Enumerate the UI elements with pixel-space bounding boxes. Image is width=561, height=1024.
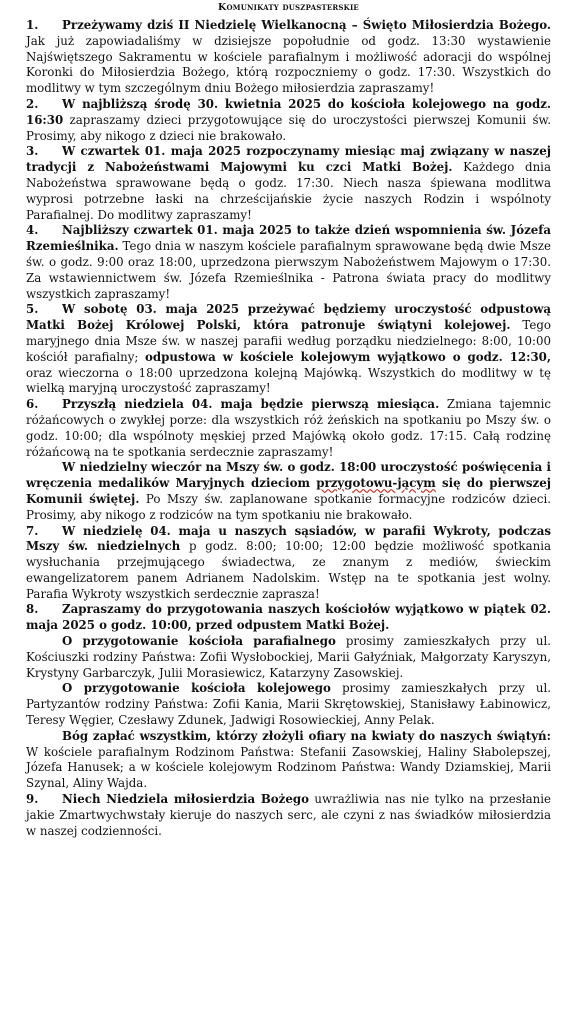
- announcement-text: p godz. 8:00; 10:00; 12:00 będzie możliwość spotkania wysłuchania przejmującego świadectwa, ze znanym z mediów, świeckim ewangelizatorem panem Adrianem Nadolskim. Wstęp na te spotkania jest wolny. Parafia Wykroty wszystkich serdecznie zaprasza!: [26, 539, 552, 601]
- announcement-number: 1.: [26, 18, 39, 32]
- announcement-8: [26, 602, 551, 634]
- announcement-9: [26, 792, 551, 839]
- announcement-number: 2.: [26, 96, 39, 111]
- announcement-heading: W sobotę 03. maja 2025 przeżywać będziemy uroczystość odpustową Matki Bożej Królowej Polski, która patronuje świątyni kolejowej.: [26, 302, 551, 333]
- announcement-heading: W czwartek 01. maja 2025 rozpoczynamy miesiąc maj związany w naszej tradycji z Nabożeństwami Majowymi ku czci Matki Bożej.: [26, 144, 551, 175]
- announcement-4: [26, 223, 551, 302]
- announcement-highlight: odpustowa w kościele kolejowym wyjątkowo o godz. 12:30,: [145, 349, 551, 364]
- announcement-text: Tego maryjnego dnia Msze św. w naszej parafii według porządku niedzielnego: 8:00, 10:00 kościół parafialny;: [26, 318, 551, 364]
- announcement-number: 9.: [26, 792, 39, 807]
- announcement-heading: W niedzielę 04. maja u naszych sąsiadów, w parafii Wykroty, podczas Mszy św. niedzielnych: [26, 523, 551, 554]
- announcement-text: uwrażliwia nas nie tylko na przesłanie jakie Zmartwychwstały kieruje do naszych serc, ale czyni z nas świadków miłosierdzia w naszej codzienności.: [26, 792, 551, 838]
- announcement-heading: Przeżywamy dziś II Niedzielę Wielkanocną – Święto Miłosierdzia Bożego.: [62, 18, 551, 32]
- announcement-7: [26, 524, 551, 603]
- announcement-heading: W niedzielny wieczór na Mszy św. o godz. 18:00 uroczystość poświęcenia i wręczenia medalików Maryjnych dzieciom: [26, 460, 551, 491]
- announcement-6-medals: [26, 460, 551, 523]
- announcement-6: [26, 397, 551, 460]
- announcement-heading-end: się do pierwszej Komunii świętej.: [26, 476, 551, 506]
- announcement-text: Zmiana tajemnic różańcowych o zwykłej porze: dla wszystkich róż żeńskich na spotkaniu po Mszy św. o godz. 10:00; dla wspólnoty męskiej przed Majówką około godz. 17:15. Całą rodzinę różańcową na te spotkania serdecznie zapraszamy!: [26, 397, 551, 459]
- announcement-heading: Niech Niedziela miłosierdzia Bożego: [62, 792, 309, 807]
- announcement-3: [26, 144, 551, 223]
- announcement-heading: Bóg zapłać wszystkim, którzy złożyli ofiary na kwiaty do naszych świątyń:: [62, 728, 551, 743]
- announcement-text: Tego dnia w naszym kościele parafialnym sprawowane będą dwie Msze św. o godz. 9:00 oraz 18:00, uprzedzona pierwszym Nabożeństwem Majowym o 17:30. Za wstawiennictwem św. Józefa Rzemieślnika - Patrona świata pracy do modlitwy wszystkich zapraszamy!: [26, 239, 551, 301]
- announcement-text: zapraszamy dzieci przygotowujące się do uroczystości pierwszej Komunii św. Prosimy, aby nikogo z dzieci nie brakowało.: [26, 112, 551, 143]
- announcement-number: 4.: [26, 223, 39, 238]
- spellcheck-underlined-word: przygotowu-jącym: [316, 476, 436, 491]
- announcement-8-parish-church: [26, 634, 551, 681]
- announcement-number: 5.: [26, 302, 39, 317]
- announcement-heading: O przygotowanie kościoła parafialnego: [62, 634, 336, 649]
- announcement-1: [26, 18, 551, 97]
- announcement-text: W kościele parafialnym Rodzinom Państwa: Stefanii Zasowskiej, Haliny Słabolepszej, Józefa Hanusek; a w kościele kolejowym Rodzinom Państwa: Wandy Dziamskiej, Marii Szynal, Aliny Wajda.: [26, 744, 551, 791]
- announcement-text: Jak już zapowiadaliśmy w dzisiejsze popołudnie od godz. 13:30 wystawienie Najświętszego Sakramentu w kościele parafialnym i możliwość adoracji do wspólnej Koronki do Miłosierdzia Bożego, którą rozpoczniemy o godz. 17:30. Wszystkich do modlitwy w tym szczególnym dniu Bożego miłosierdzia zapraszamy!: [26, 33, 551, 96]
- announcement-text: Każdego dnia Nabożeństwa sprawowane będą o godz. 17:30. Niech nasza śpiewana modlitwa wyprosi potrzebne łaski na chrześcijańskie życie naszych Rodzin i wspólnoty Parafialnej. Do modlitwy zapraszamy!: [26, 160, 551, 222]
- announcement-8-thanks: [26, 729, 551, 792]
- announcement-heading: Przyszłą niedziela 04. maja będzie pierwszą miesiąca.: [62, 397, 440, 412]
- announcement-number: 8.: [26, 602, 39, 617]
- page-title: Komunikaty duszpasterskie: [218, 2, 359, 13]
- announcement-2: [26, 97, 551, 144]
- announcement-5: [26, 302, 551, 397]
- announcement-number: 3.: [26, 144, 39, 159]
- announcement-text-continued: oraz wieczorna o 18:00 uprzedzona kolejną Majówką. Wszystkich do modlitwy w tę wielką maryjną uroczystość zapraszamy!: [26, 365, 551, 396]
- announcement-heading: O przygotowanie kościoła kolejowego: [62, 681, 331, 696]
- announcement-text: prosimy zamieszkałych przy ul. Kościuszki rodziny Państwa: Zofii Wysłobockiej, Marii Gałyźniak, Małgorzaty Karyszyn, Krystyny Garbarczyk, Julii Morasiewicz, Katarzyny Zasowskiej.: [26, 634, 552, 680]
- announcement-heading: W najbliższą środę 30. kwietnia 2025 do kościoła kolejowego na godz. 16:30: [26, 96, 551, 127]
- announcement-number: 7.: [26, 523, 39, 538]
- announcement-8-railway-church: [26, 681, 551, 728]
- announcement-heading: Zapraszamy do przygotowania naszych kościołów wyjątkowo w piątek 02. maja 2025 o godz. 10:00, przed odpustem Matki Bożej.: [26, 602, 551, 633]
- announcement-text: Po Mszy św. zaplanowane spotkanie formacyjne rodziców dzieci. Prosimy, aby nikogo z rodziców na tym spotkaniu nie brakowało.: [26, 491, 551, 522]
- announcement-number: 6.: [26, 397, 39, 412]
- announcement-text: prosimy zamieszkałych przy ul. Partyzantów rodziny Państwa: Zofii Kania, Marii Skrętowskiej, Stanisławy Łabinowicz, Teresy Węgier, Czesławy Zdunek, Jadwigi Rosowieckiej, Anny Pelak.: [26, 681, 551, 728]
- announcement-heading: Najbliższy czwartek 01. maja 2025 to także dzień wspomnienia św. Józefa Rzemieślnika.: [26, 223, 551, 254]
